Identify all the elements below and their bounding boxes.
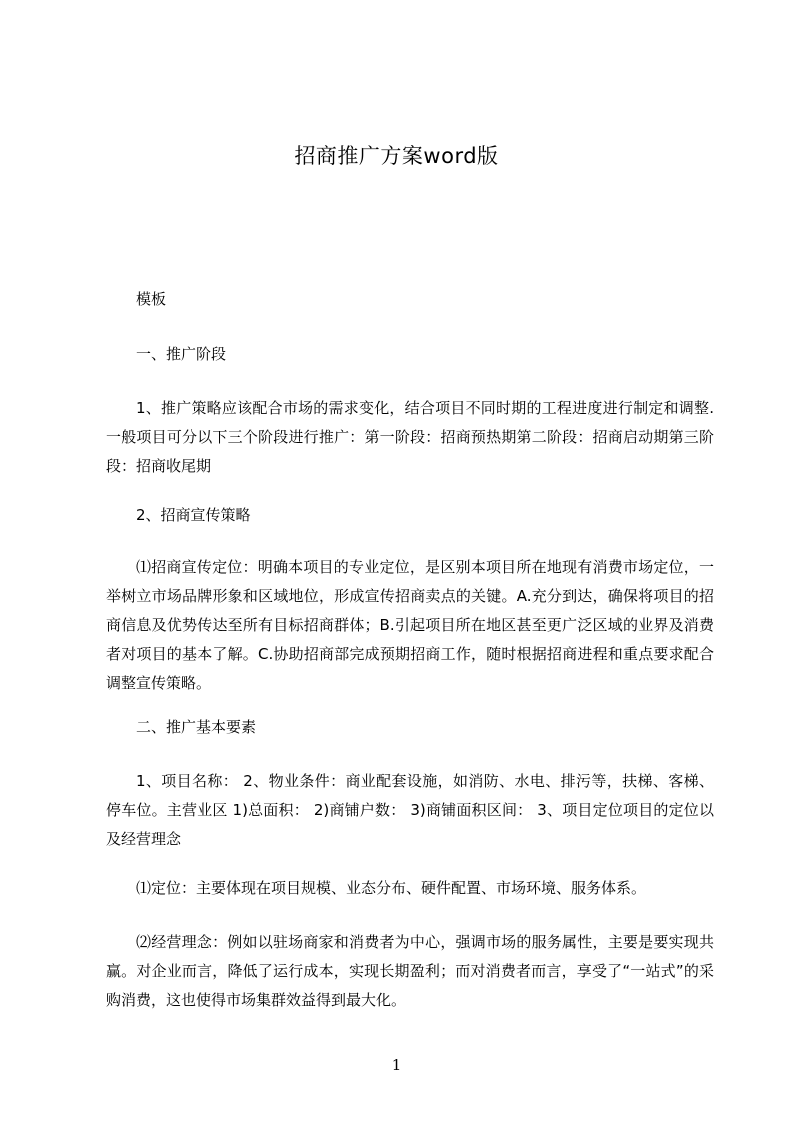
- paragraph-basic-elements: 1、项目名称： 2、物业条件：商业配套设施，如消防、水电、排污等，扶梯、客梯、停车位。主营业区 1)总面积： 2)商铺户数： 3)商铺面积区间： 3、项目定位项目的定位以及经营理念: [106, 772, 714, 848]
- section-heading-promotion-stages: 一、推广阶段: [136, 345, 227, 363]
- page-number: 1: [391, 1056, 402, 1074]
- paragraph-promotion-strategy: ⑴招商宣传定位：明确本项目的专业定位，是区别本项目所在地现有消费市场定位，一举树立市场品牌形象和区域地位，形成宣传招商卖点的关键。A.充分到达，确保将项目的招商信息及优势传达至所有目标招商群体；B.引起项目所在地区甚至更广泛区域的业界及消费者对项目的基本了解。C.协助招商部完成预期招商工作，随时根据招商进程和重点要求配合调整宣传策略。: [106, 558, 714, 692]
- paragraph-promotion-stages: 1、推广策略应该配合市场的需求变化，结合项目不同时期的工程进度进行制定和调整.一般项目可分以下三个阶段进行推广：第一阶段：招商预热期第二阶段：招商启动期第三阶段：招商收尾期: [106, 399, 714, 475]
- section-heading-basic-elements: 二、推广基本要素: [136, 718, 257, 736]
- subheading-promotion-strategy: 2、招商宣传策略: [136, 506, 251, 524]
- document-title: 招商推广方案word版: [294, 144, 499, 168]
- paragraph-positioning: ⑴定位：主要体现在项目规模、业态分布、硬件配置、市场环境、服务体系。: [136, 879, 647, 897]
- template-label: 模板: [136, 290, 167, 308]
- paragraph-business-concept: ⑵经营理念：例如以驻场商家和消费者为中心，强调市场的服务属性，主要是要实现共赢。对企业而言，降低了运行成本，实现长期盈利；而对消费者而言，享受了“一站式”的采购消费，这也使得市场集群效益得到最大化。: [106, 933, 714, 1009]
